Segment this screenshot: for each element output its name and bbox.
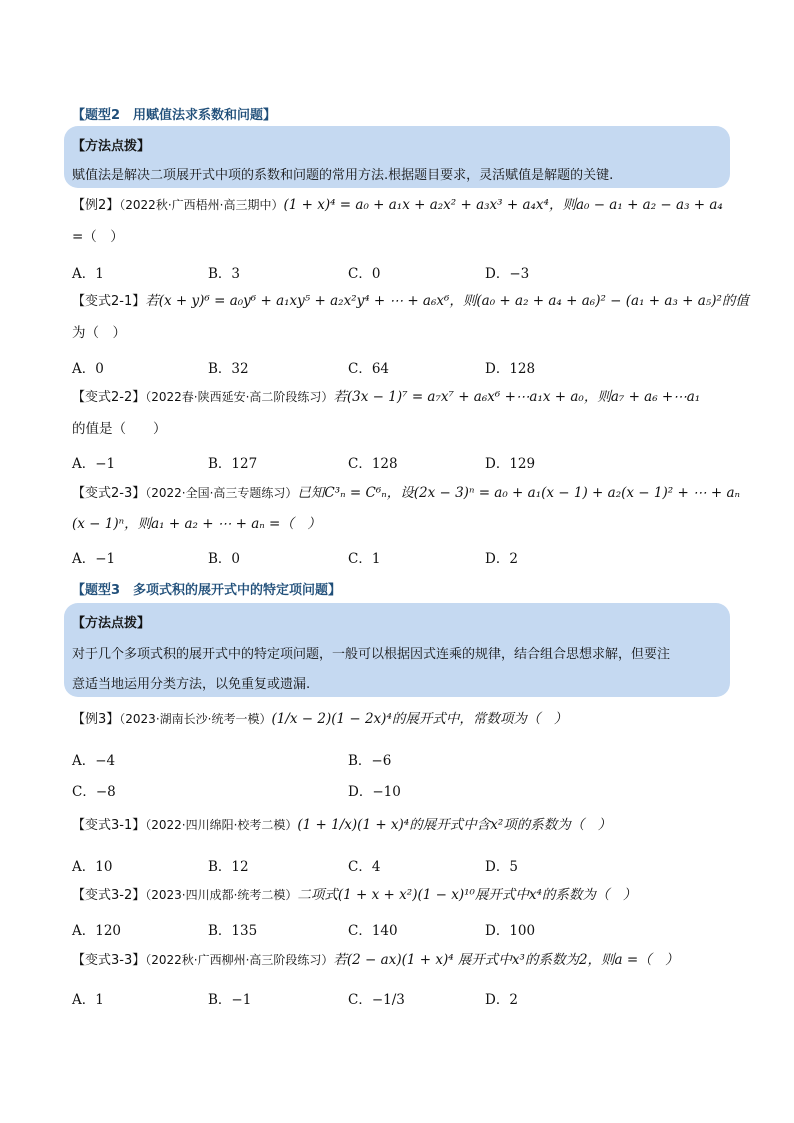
question-v22 [72,388,700,407]
option-d: D．2 [485,551,518,567]
option-c: C．−8 [72,784,116,800]
option-d: D．−3 [485,266,530,282]
option-a: A．−1 [72,551,116,567]
option-b: B．−6 [348,753,392,769]
question-expression: (1/x − 2)(1 − 2x)⁴的展开式中，常数项为（ ） [271,711,568,727]
option-b: B．−1 [208,992,252,1008]
option-b: B．135 [208,923,258,939]
question-source: （2022·全国·高三专题练习） [145,486,298,500]
option-a: A．1 [72,266,104,282]
option-c: C．64 [348,361,390,377]
question-expression: 若(2 − ax)(1 + x)⁴ 展开式中x³的系数为2，则a =（ ） [333,952,679,968]
question-continuation: (x − 1)ⁿ，则a₁ + a₂ + ⋯ + aₙ =（ ） [72,516,321,532]
option-a: A．0 [72,361,104,377]
question-v31 [72,816,611,835]
option-a: A．10 [72,859,113,875]
question-expression: (1 + 1/x)(1 + x)⁴的展开式中含x²项的系数为（ ） [297,817,612,833]
option-b: B．127 [208,456,258,472]
question-v32 [72,886,636,905]
question-ex2 [72,196,723,215]
question-tag: 【例2】 [72,198,120,213]
section-title-3: 【题型3 多项式积的展开式中的特定项问题】 [72,583,342,598]
question-source: （2022秋·广西柳州·高三阶段练习） [145,953,334,967]
question-v21 [72,292,749,311]
question-source: （2022·四川绵阳·校考二模） [145,818,298,832]
option-c: C．0 [348,266,381,282]
question-tag: 【变式2-2】 [72,390,146,405]
option-d: D．2 [485,992,518,1008]
method-text-line1: 对于几个多项式积的展开式中的特定项问题，一般可以根据因式连乘的规律，结合组合思想求解，但要注 [72,647,671,662]
question-expression: (1 + x)⁴ = a₀ + a₁x + a₂x² + a₃x³ + a₄x⁴，则a₀ − a₁ + a₂ − a₃ + a₄ [283,197,723,213]
option-a: A．−4 [72,753,116,769]
option-c: C．128 [348,456,398,472]
option-b: B．32 [208,361,249,377]
method-text-line2: 意适当地运用分类方法，以免重复或遗漏. [72,677,311,692]
option-c: C．−1/3 [348,992,405,1008]
question-tag: 【变式3-2】 [72,888,146,903]
question-expression: 二项式(1 + x + x²)(1 − x)¹⁰展开式中x⁴的系数为（ ） [297,887,637,903]
method-box-2 [64,126,730,188]
option-b: B．12 [208,859,249,875]
option-a: A．120 [72,923,122,939]
option-d: D．−10 [348,784,401,800]
option-c: C．140 [348,923,398,939]
option-d: D．129 [485,456,536,472]
question-continuation: 为（ ） [72,325,126,341]
method-heading: 【方法点拨】 [72,139,151,154]
question-ex3 [72,710,567,729]
option-d: D．5 [485,859,518,875]
option-b: B．3 [208,266,241,282]
method-box-3 [64,603,730,697]
question-v33 [72,951,679,970]
question-tag: 【变式2-1】 [72,294,146,309]
question-expression: 若(x + y)⁶ = a₀y⁶ + a₁xy⁵ + a₂x²y⁴ + ⋯ + a₆x⁶，则(a₀ + a₂ + a₄ + a₆)² − (a₁ + a₃ + a₅)²的值 [145,293,749,309]
question-expression: 已知C³ₙ = C⁶ₙ，设(2x − 3)ⁿ = a₀ + a₁(x − 1) + a₂(x − 1)² + ⋯ + aₙ [297,485,740,501]
method-heading: 【方法点拨】 [72,616,151,631]
option-c: C．1 [348,551,381,567]
option-d: D．128 [485,361,536,377]
question-continuation: =（ ） [72,229,124,245]
section-title-2: 【题型2 用赋值法求系数和问题】 [72,108,277,123]
method-text: 赋值法是解决二项展开式中项的系数和问题的常用方法.根据题目要求，灵活赋值是解题的关键. [72,168,614,183]
question-tag: 【变式2-3】 [72,486,146,501]
question-tag: 【例3】 [72,712,120,727]
question-v23 [72,484,740,503]
question-source: （2023·四川成都·统考二模） [145,888,298,902]
question-tag: 【变式3-3】 [72,953,146,968]
question-expression: 若(3x − 1)⁷ = a₇x⁷ + a₆x⁶ +⋯a₁x + a₀，则a₇ + a₆ +⋯a₁ [333,389,701,405]
option-c: C．4 [348,859,381,875]
question-tag: 【变式3-1】 [72,818,146,833]
option-a: A．−1 [72,456,116,472]
option-d: D．100 [485,923,536,939]
option-a: A．1 [72,992,104,1008]
option-b: B．0 [208,551,241,567]
question-continuation: 的值是（ ） [72,421,167,437]
question-source: （2023·湖南长沙·统考一模） [119,712,272,726]
question-source: （2022春·陕西延安·高二阶段练习） [145,390,334,404]
question-source: （2022秋·广西梧州·高三期中） [119,198,284,212]
